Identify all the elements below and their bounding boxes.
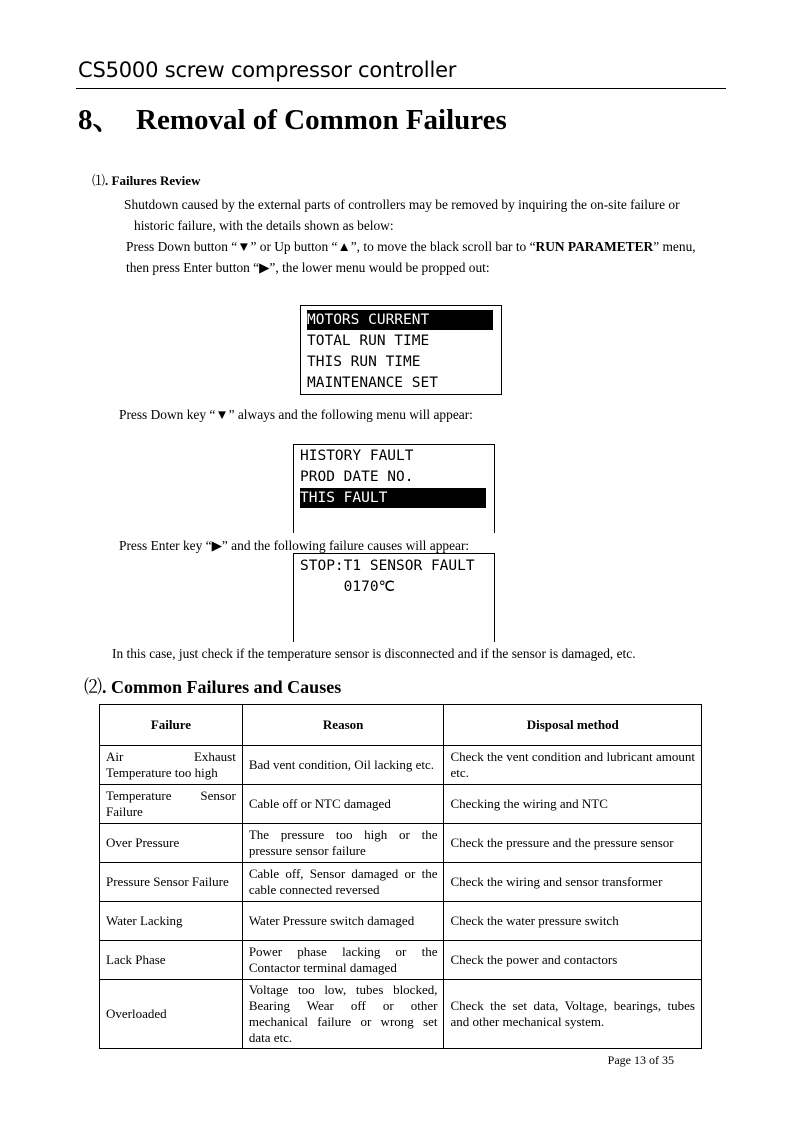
lcd-row: 0170℃ (300, 579, 395, 595)
paragraph-instruction-line2: then press Enter button “▶”, the lower menu would be propped out: (126, 260, 490, 275)
failures-table (99, 704, 702, 1049)
disposal-cell: Check the power and contactors (444, 941, 702, 980)
reason-cell: The pressure too high or the pressure sensor failure (242, 824, 444, 863)
instruction-text: Press Down button “▼” or Up button “▲”, to move the black scroll bar to “ (126, 239, 536, 254)
table-row (100, 785, 702, 824)
lcd-screen-run-parameter (300, 305, 502, 395)
paragraph-intro-line2: historic failure, with the details shown as below: (134, 218, 394, 233)
lcd-row: PROD DATE NO. (300, 469, 414, 485)
subsection-title: . Failures Review (105, 173, 201, 188)
disposal-cell: Check the water pressure switch (444, 902, 702, 941)
subsection-marker: ⑵ (84, 677, 102, 697)
subsection-failures-review (92, 170, 200, 189)
failure-cell: Temperature Sensor Failure (100, 785, 243, 824)
failure-cell: Lack Phase (100, 941, 243, 980)
disposal-cell: Check the set data, Voltage, bearings, tubes and other mechanical system. (444, 980, 702, 1049)
failure-cell: Water Lacking (100, 902, 243, 941)
disposal-cell: Checking the wiring and NTC (444, 785, 702, 824)
document-header: CS5000 screw compressor controller (78, 58, 457, 82)
lcd-screen-fault (293, 553, 495, 642)
header-rule (76, 88, 726, 89)
failure-cell: Air Exhaust Temperature too high (100, 746, 243, 785)
table-row (100, 824, 702, 863)
lcd-row: MAINTENANCE SET (307, 375, 438, 391)
failure-cell: Pressure Sensor Failure (100, 863, 243, 902)
lcd-row: THIS RUN TIME (307, 354, 421, 370)
reason-cell: Voltage too low, tubes blocked, Bearing Wear off or other mechanical failure or wrong set data etc. (242, 980, 444, 1049)
section-title-text: Removal of Common Failures (136, 104, 507, 136)
table-row (100, 980, 702, 1049)
reason-cell: Cable off or NTC damaged (242, 785, 444, 824)
disposal-cell: Check the wiring and sensor transformer (444, 863, 702, 902)
run-parameter-label: RUN PARAMETER (535, 239, 654, 254)
paragraph-intro-line1: Shutdown caused by the external parts of controllers may be removed by inquiring the on-site failure or (124, 197, 680, 212)
disposal-cell: Check the vent condition and lubricant amount etc. (444, 746, 702, 785)
paragraph-press-down: Press Down key “▼” always and the following menu will appear: (119, 407, 473, 422)
instruction-text: ” menu, (653, 239, 696, 254)
failure-cell: Overloaded (100, 980, 243, 1049)
table-row (100, 902, 702, 941)
lcd-row: TOTAL RUN TIME (307, 333, 430, 349)
column-header: Disposal method (444, 705, 702, 746)
reason-cell: Power phase lacking or the Contactor terminal damaged (242, 941, 444, 980)
page-number: Page 13 of 35 (607, 1053, 674, 1067)
section-number: 8、 (78, 104, 122, 136)
lcd-row: HISTORY FAULT (300, 448, 414, 464)
column-header: Failure (100, 705, 243, 746)
failure-cell: Over Pressure (100, 824, 243, 863)
section-title (78, 97, 507, 138)
table-row (100, 863, 702, 902)
reason-cell: Bad vent condition, Oil lacking etc. (242, 746, 444, 785)
lcd-row-selected: THIS FAULT (300, 488, 486, 508)
subsection-title: . Common Failures and Causes (102, 677, 342, 697)
disposal-cell: Check the pressure and the pressure sensor (444, 824, 702, 863)
reason-cell: Cable off, Sensor damaged or the cable connected reversed (242, 863, 444, 902)
subsection-marker: ⑴ (92, 173, 106, 188)
lcd-row: STOP:T1 SENSOR FAULT (300, 558, 475, 574)
table-row (100, 746, 702, 785)
lcd-screen-history (293, 444, 495, 533)
column-header: Reason (242, 705, 444, 746)
table-header-row (100, 705, 702, 746)
subsection-common-failures (84, 673, 341, 699)
paragraph-instruction-line1 (126, 236, 696, 257)
reason-cell: Water Pressure switch damaged (242, 902, 444, 941)
lcd-row-selected: MOTORS CURRENT (307, 310, 493, 330)
paragraph-press-enter: Press Enter key “▶” and the following failure causes will appear: (119, 538, 470, 553)
paragraph-check-sensor: In this case, just check if the temperature sensor is disconnected and if the sensor is damaged, etc. (112, 646, 636, 661)
table-row (100, 941, 702, 980)
